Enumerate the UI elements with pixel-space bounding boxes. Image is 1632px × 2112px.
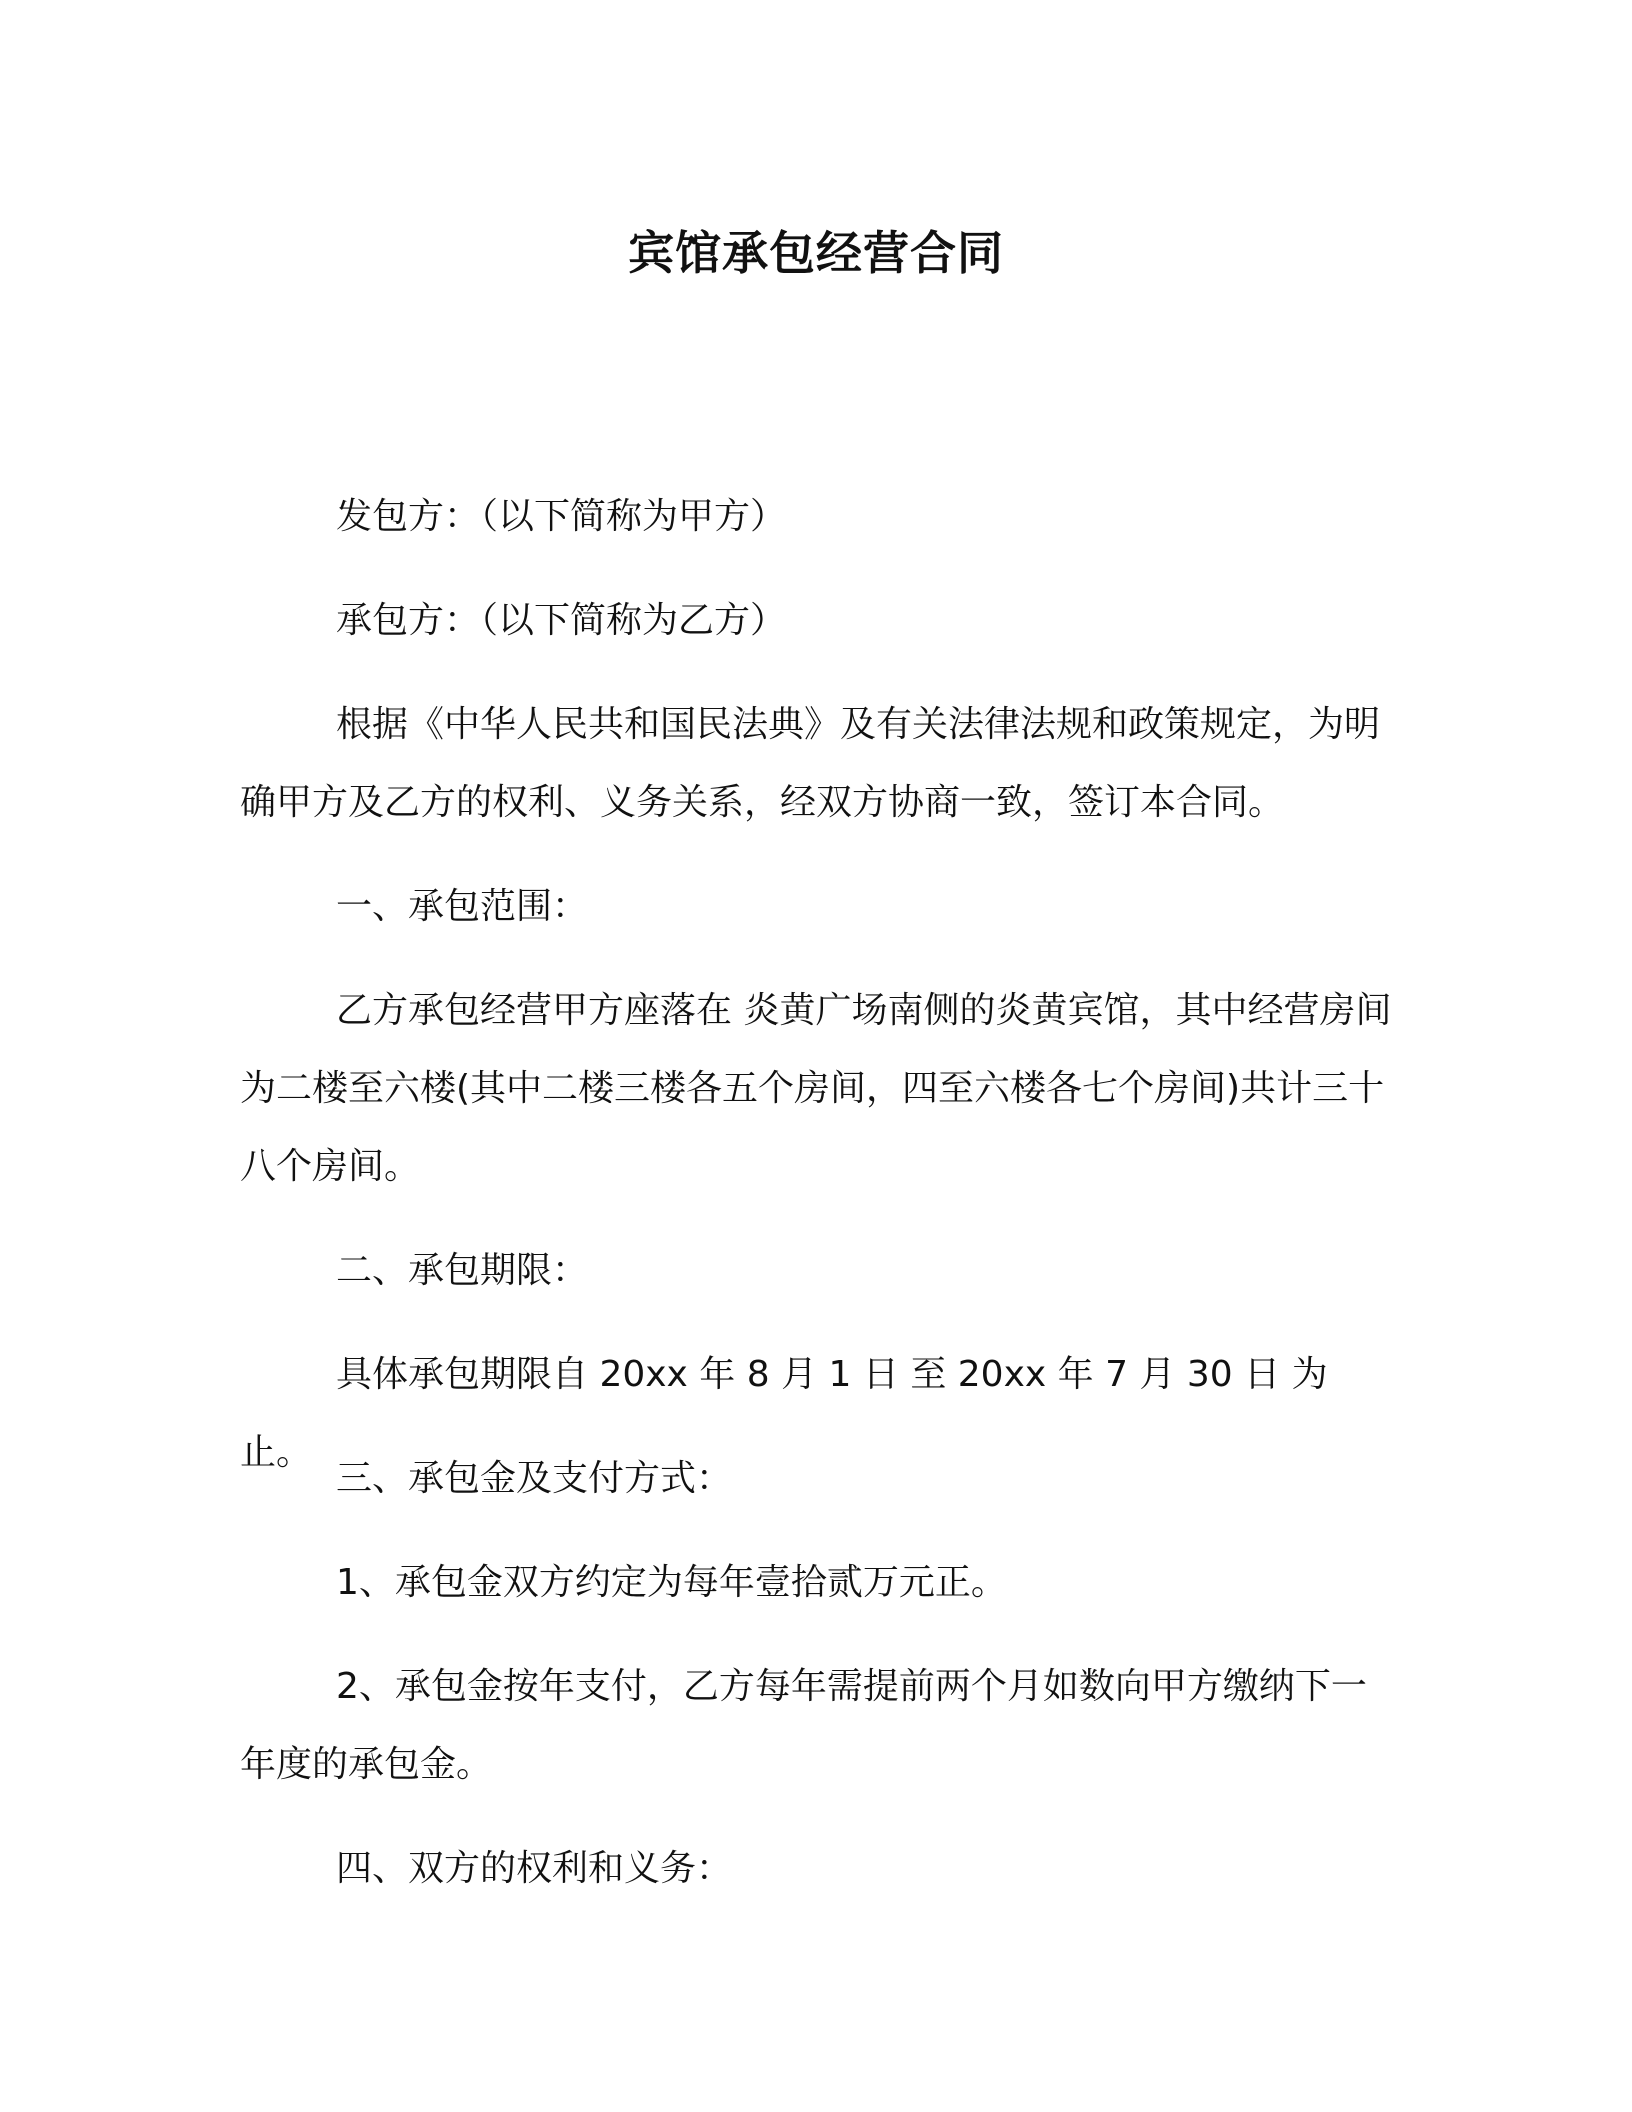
section-3-item-1: 1、承包金双方约定为每年壹拾贰万元正。: [336, 1562, 1007, 1603]
section-1-body: 乙方承包经营甲方座落在 炎黄广场南侧的炎黄宾馆，其中经营房间为二楼至六楼(其中二楼三楼各五个房间，四至六楼各七个房间)共计三十八个房间。: [240, 990, 1392, 1187]
section-4-heading: 四、双方的权利和义务：: [336, 1848, 733, 1889]
section-2-heading: 二、承包期限：: [336, 1250, 589, 1291]
document-title: 宾馆承包经营合同: [628, 226, 1004, 280]
party-a-line: 发包方：（以下简称为甲方）: [336, 496, 787, 537]
section-1-heading: 一、承包范围：: [336, 886, 589, 927]
section-3-item-2: 2、承包金按年支付，乙方每年需提前两个月如数向甲方缴纳下一年度的承包金。: [240, 1666, 1367, 1785]
section-2-body: 具体承包期限自 20xx 年 8 月 1 日 至 20xx 年 7 月 30 日 为止。: [240, 1354, 1328, 1473]
party-b-line: 承包方：（以下简称为乙方）: [336, 600, 787, 641]
preamble-paragraph: 根据《中华人民共和国民法典》及有关法律法规和政策规定，为明确甲方及乙方的权利、义务关系，经双方协商一致，签订本合同。: [240, 704, 1381, 823]
section-3-heading: 三、承包金及支付方式：: [336, 1458, 733, 1499]
